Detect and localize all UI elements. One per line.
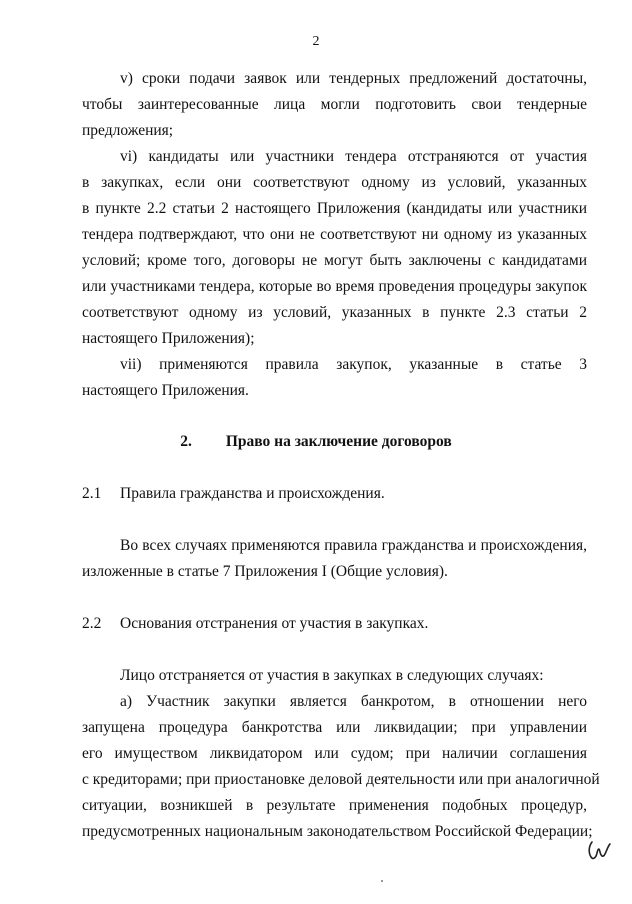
text-line: предусмотренных национальным законодательством Российской Федерации; (82, 823, 593, 840)
text-line: соответствуют одному из условий, указанных в пункте 2.3 статьи 2 (82, 304, 587, 321)
handwritten-initials-mark (586, 838, 614, 864)
text-line: а) Участник закупки является банкротом, в отношении него (120, 693, 587, 710)
list-item-v (82, 66, 587, 144)
paragraph-all-cases (82, 533, 587, 585)
text-line: Лицо отстраняется от участия в закупках в следующих случаях: (120, 667, 544, 684)
subsection-2-2-heading (82, 611, 428, 637)
text-line: тендера подтверждают, что они не соответствуют ни одному из указанных (82, 226, 587, 243)
text-line: чтобы заинтересованные лица могли подготовить свои тендерные (82, 96, 587, 113)
text-line: в закупках, если они соответствуют одному из условий, указанных (82, 174, 587, 191)
section-heading (0, 429, 632, 455)
text-line: vii) применяются правила закупок, указанные в статье 3 (120, 356, 587, 373)
subsection-2-1-heading (82, 481, 385, 507)
text-line: Во всех случаях применяются правила гражданства и происхождения, (120, 537, 587, 554)
section-number: 2. (180, 433, 192, 450)
subsection-title: Правила гражданства и происхождения. (120, 485, 385, 502)
text-line: условий; кроме того, договоры не могут быть заключены с кандидатами (82, 252, 587, 269)
text-line: запущена процедура банкротства или ликвидации; при управлении (82, 719, 587, 736)
subsection-title: Основания отстранения от участия в закупках. (120, 615, 429, 632)
text-line: или участниками тендера, которые во время проведения процедуры закупок (82, 278, 587, 295)
list-item-vi (82, 144, 587, 352)
text-line: предложения; (82, 122, 174, 139)
scan-speck (381, 880, 383, 882)
text-line: ситуации, возникшей в результате применения подобных процедур, (82, 797, 587, 814)
text-line: vi) кандидаты или участники тендера отстраняются от участия (120, 148, 587, 165)
list-item-vii (82, 352, 587, 404)
text-line: настоящего Приложения); (82, 330, 255, 347)
text-line: с кредиторами; при приостановке деловой деятельности или при аналогичной (82, 771, 600, 788)
section-title: Право на заключение договоров (225, 433, 452, 450)
page-number: 2 (312, 34, 320, 49)
paragraph-exclusion-intro (82, 663, 587, 689)
subsection-number: 2.2 (82, 615, 102, 632)
text-line: v) сроки подачи заявок или тендерных предложений достаточны, (120, 70, 587, 87)
list-item-a (82, 689, 600, 845)
text-line: его имуществом ликвидатором или судом; при наличии соглашения (82, 745, 587, 762)
subsection-number: 2.1 (82, 485, 102, 502)
text-line: в пункте 2.2 статьи 2 настоящего Приложения (кандидаты или участники (82, 200, 587, 217)
text-line: настоящего Приложения. (82, 382, 249, 399)
text-line: изложенные в статье 7 Приложения I (Общие условия). (82, 563, 448, 580)
